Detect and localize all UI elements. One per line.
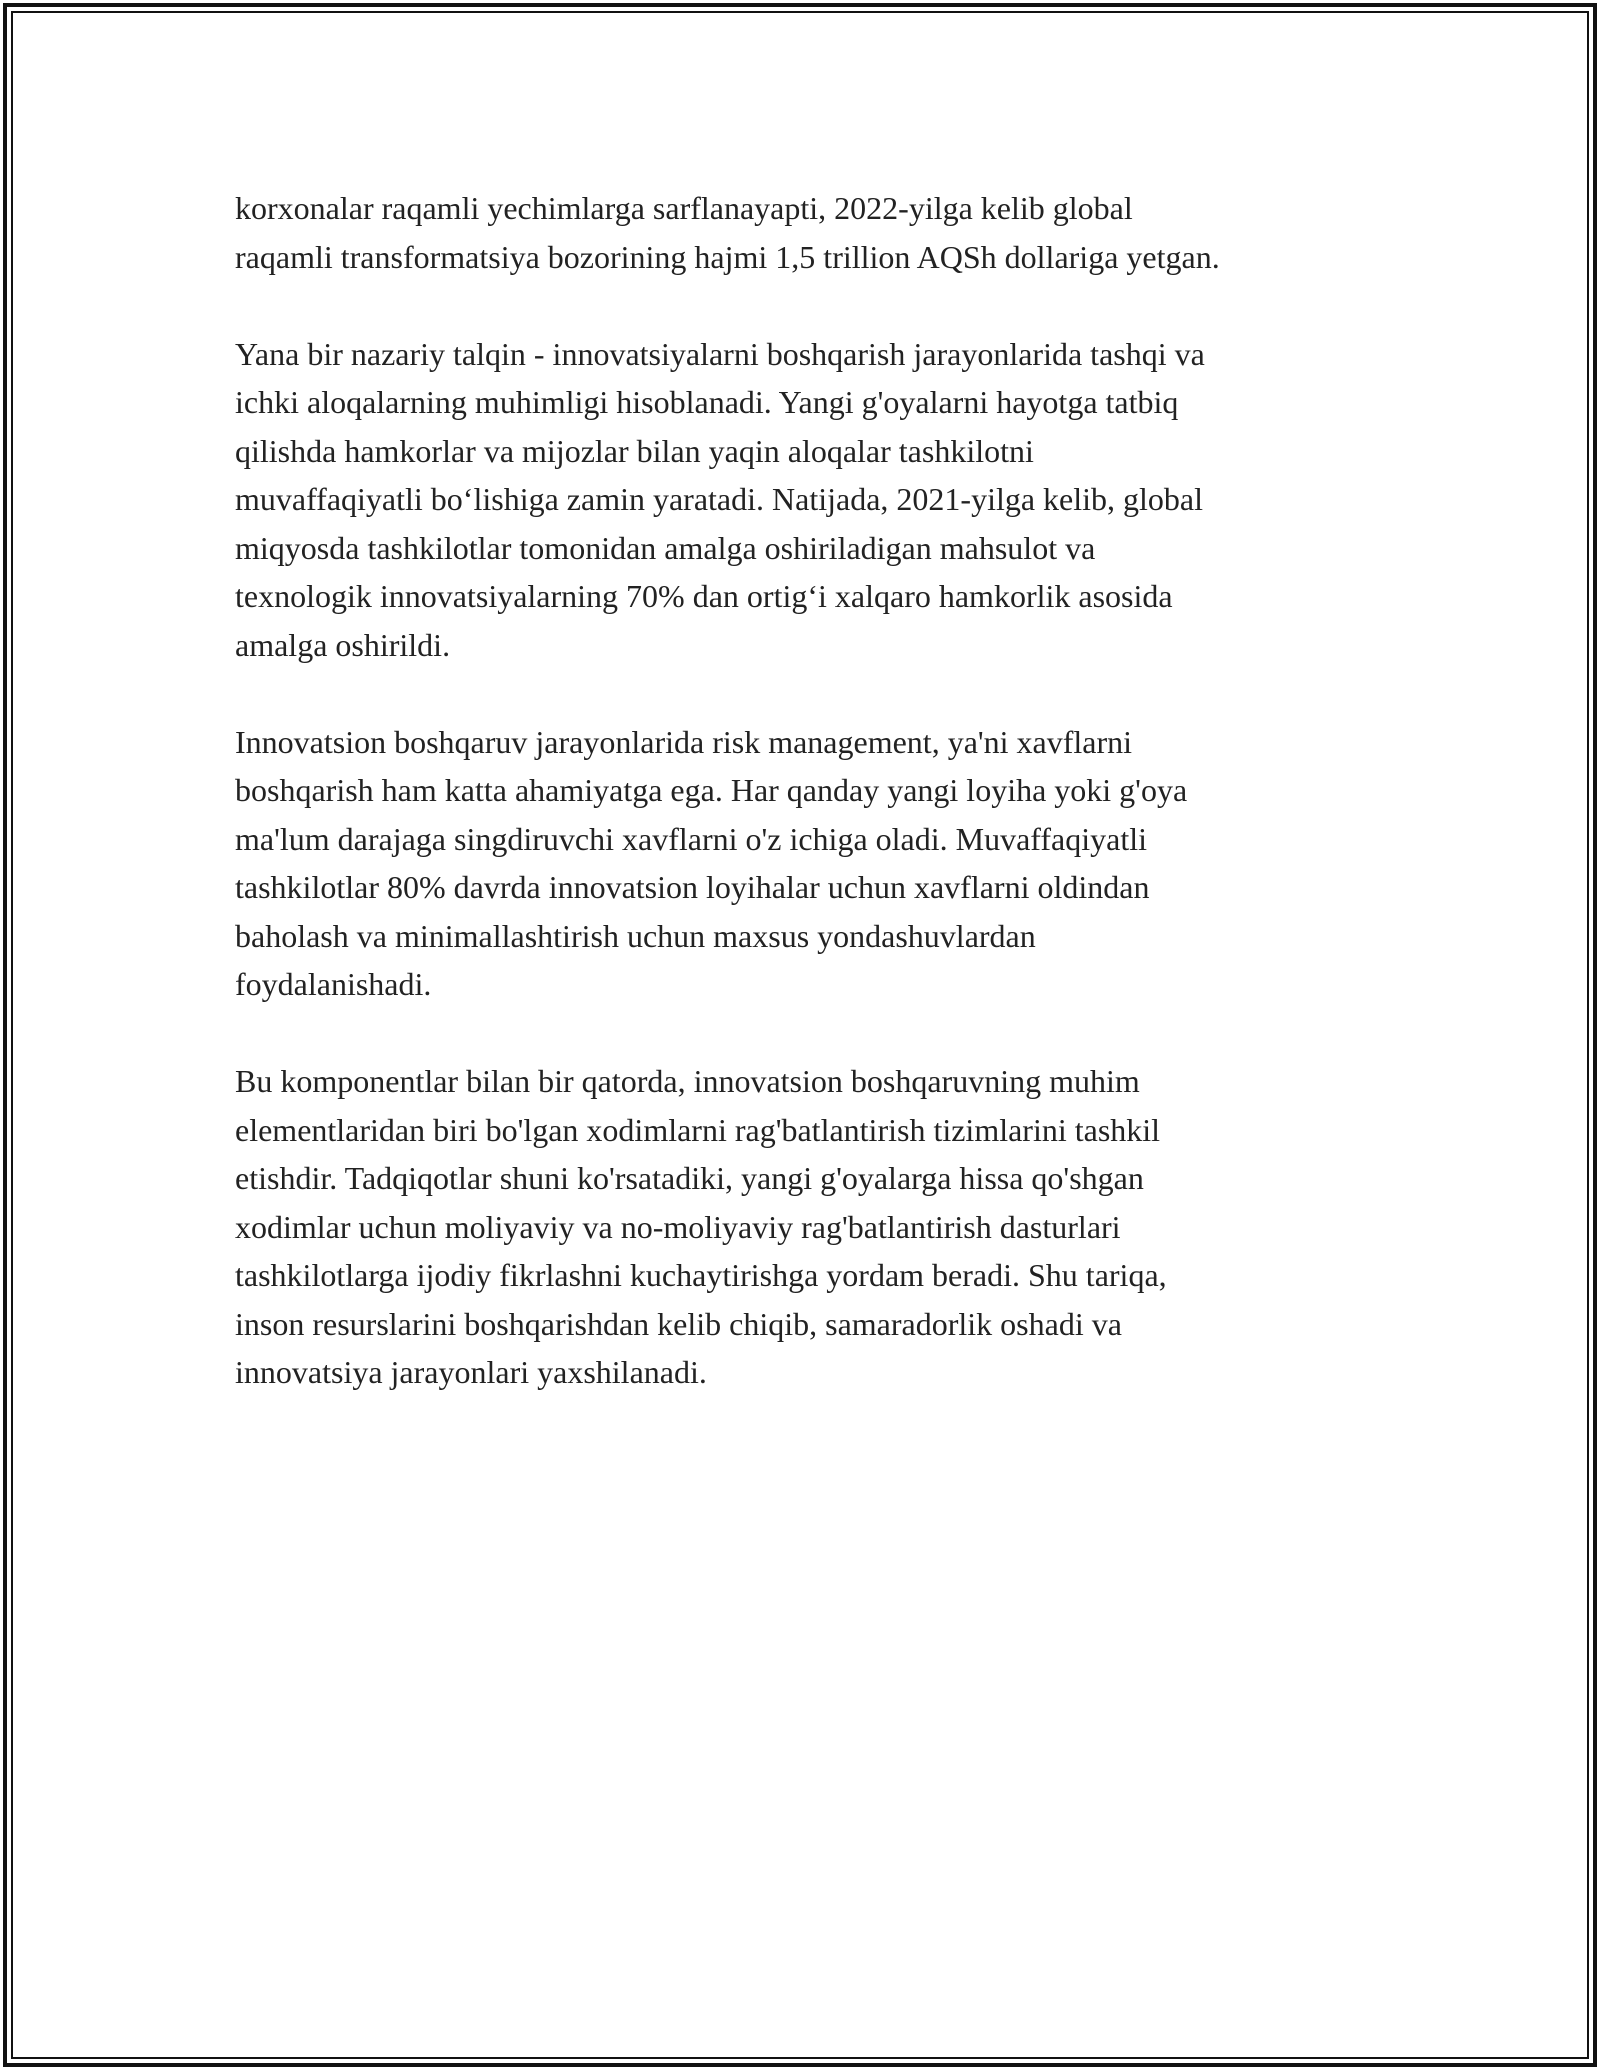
- paragraph-3-line-6: foydalanishadi.: [235, 966, 432, 1002]
- paragraph-4-line-7: innovatsiya jarayonlari yaxshilanadi.: [235, 1354, 707, 1390]
- paragraph-1-line-2: raqamli transformatsiya bozorining hajmi 1,5 trillion AQSh dollariga yetgan.: [235, 238, 1220, 275]
- paragraph-3-line-5: baholash va minimallashtirish uchun maxsus yondashuvlardan: [235, 917, 1036, 954]
- paragraph-2-line-2: ichki aloqalarning muhimligi hisoblanadi. Yangi g'oyalarni hayotga tatbiq: [235, 384, 1179, 420]
- paragraph-2-line-1: Yana bir nazariy talqin - innovatsiyalarni boshqarish jarayonlarida tashqi va: [235, 335, 1205, 372]
- document-body: [235, 184, 1405, 1445]
- paragraph-2: [235, 330, 1405, 670]
- paragraph-4-line-1: Bu komponentlar bilan bir qatorda, innovatsion boshqaruvning muhim: [235, 1063, 1140, 1099]
- paragraph-3-line-1: Innovatsion boshqaruv jarayonlarida risk management, ya'ni xavflarni: [235, 723, 1133, 760]
- paragraph-4-line-5: tashkilotlarga ijodiy fikrlashni kuchaytirishga yordam beradi. Shu tariqa,: [235, 1257, 1167, 1293]
- paragraph-3-line-4: tashkilotlar 80% davrda innovatsion loyihalar uchun xavflarni oldindan: [235, 869, 1150, 905]
- paragraph-2-line-4: muvaffaqiyatli bo‘lishiga zamin yaratadi. Natijada, 2021-yilga kelib, global: [235, 481, 1204, 517]
- paragraph-2-line-3: qilishda hamkorlar va mijozlar bilan yaqin aloqalar tashkilotni: [235, 432, 1034, 469]
- paragraph-3: [235, 718, 1405, 1009]
- paragraph-4-line-4: xodimlar uchun moliyaviy va no-moliyaviy rag'batlantirish dasturlari: [235, 1208, 1121, 1245]
- paragraph-2-line-6: texnologik innovatsiyalarning 70% dan ortig‘i xalqaro hamkorlik asosida: [235, 578, 1173, 614]
- paragraph-3-line-2: boshqarish ham katta ahamiyatga ega. Har qanday yangi loyiha yoki g'oya: [235, 772, 1188, 808]
- paragraph-2-line-5: miqyosda tashkilotlar tomonidan amalga oshiriladigan mahsulot va: [235, 529, 1096, 566]
- paragraph-2-line-7: amalga oshirildi.: [235, 626, 451, 663]
- paragraph-4-line-6: inson resurslarini boshqarishdan kelib chiqib, samaradorlik oshadi va: [235, 1305, 1122, 1342]
- paragraph-4: [235, 1057, 1405, 1397]
- paragraph-1-line-1: korxonalar raqamli yechimlarga sarflanayapti, 2022-yilga kelib global: [235, 190, 1133, 226]
- paragraph-3-line-3: ma'lum darajaga singdiruvchi xavflarni o'z ichiga oladi. Muvaffaqiyatli: [235, 820, 1147, 857]
- paragraph-1: [235, 184, 1405, 281]
- paragraph-4-line-2: elementlaridan biri bo'lgan xodimlarni rag'batlantirish tizimlarini tashkil: [235, 1111, 1161, 1148]
- paragraph-4-line-3: etishdir. Tadqiqotlar shuni ko'rsatadiki, yangi g'oyalarga hissa qo'shgan: [235, 1160, 1144, 1196]
